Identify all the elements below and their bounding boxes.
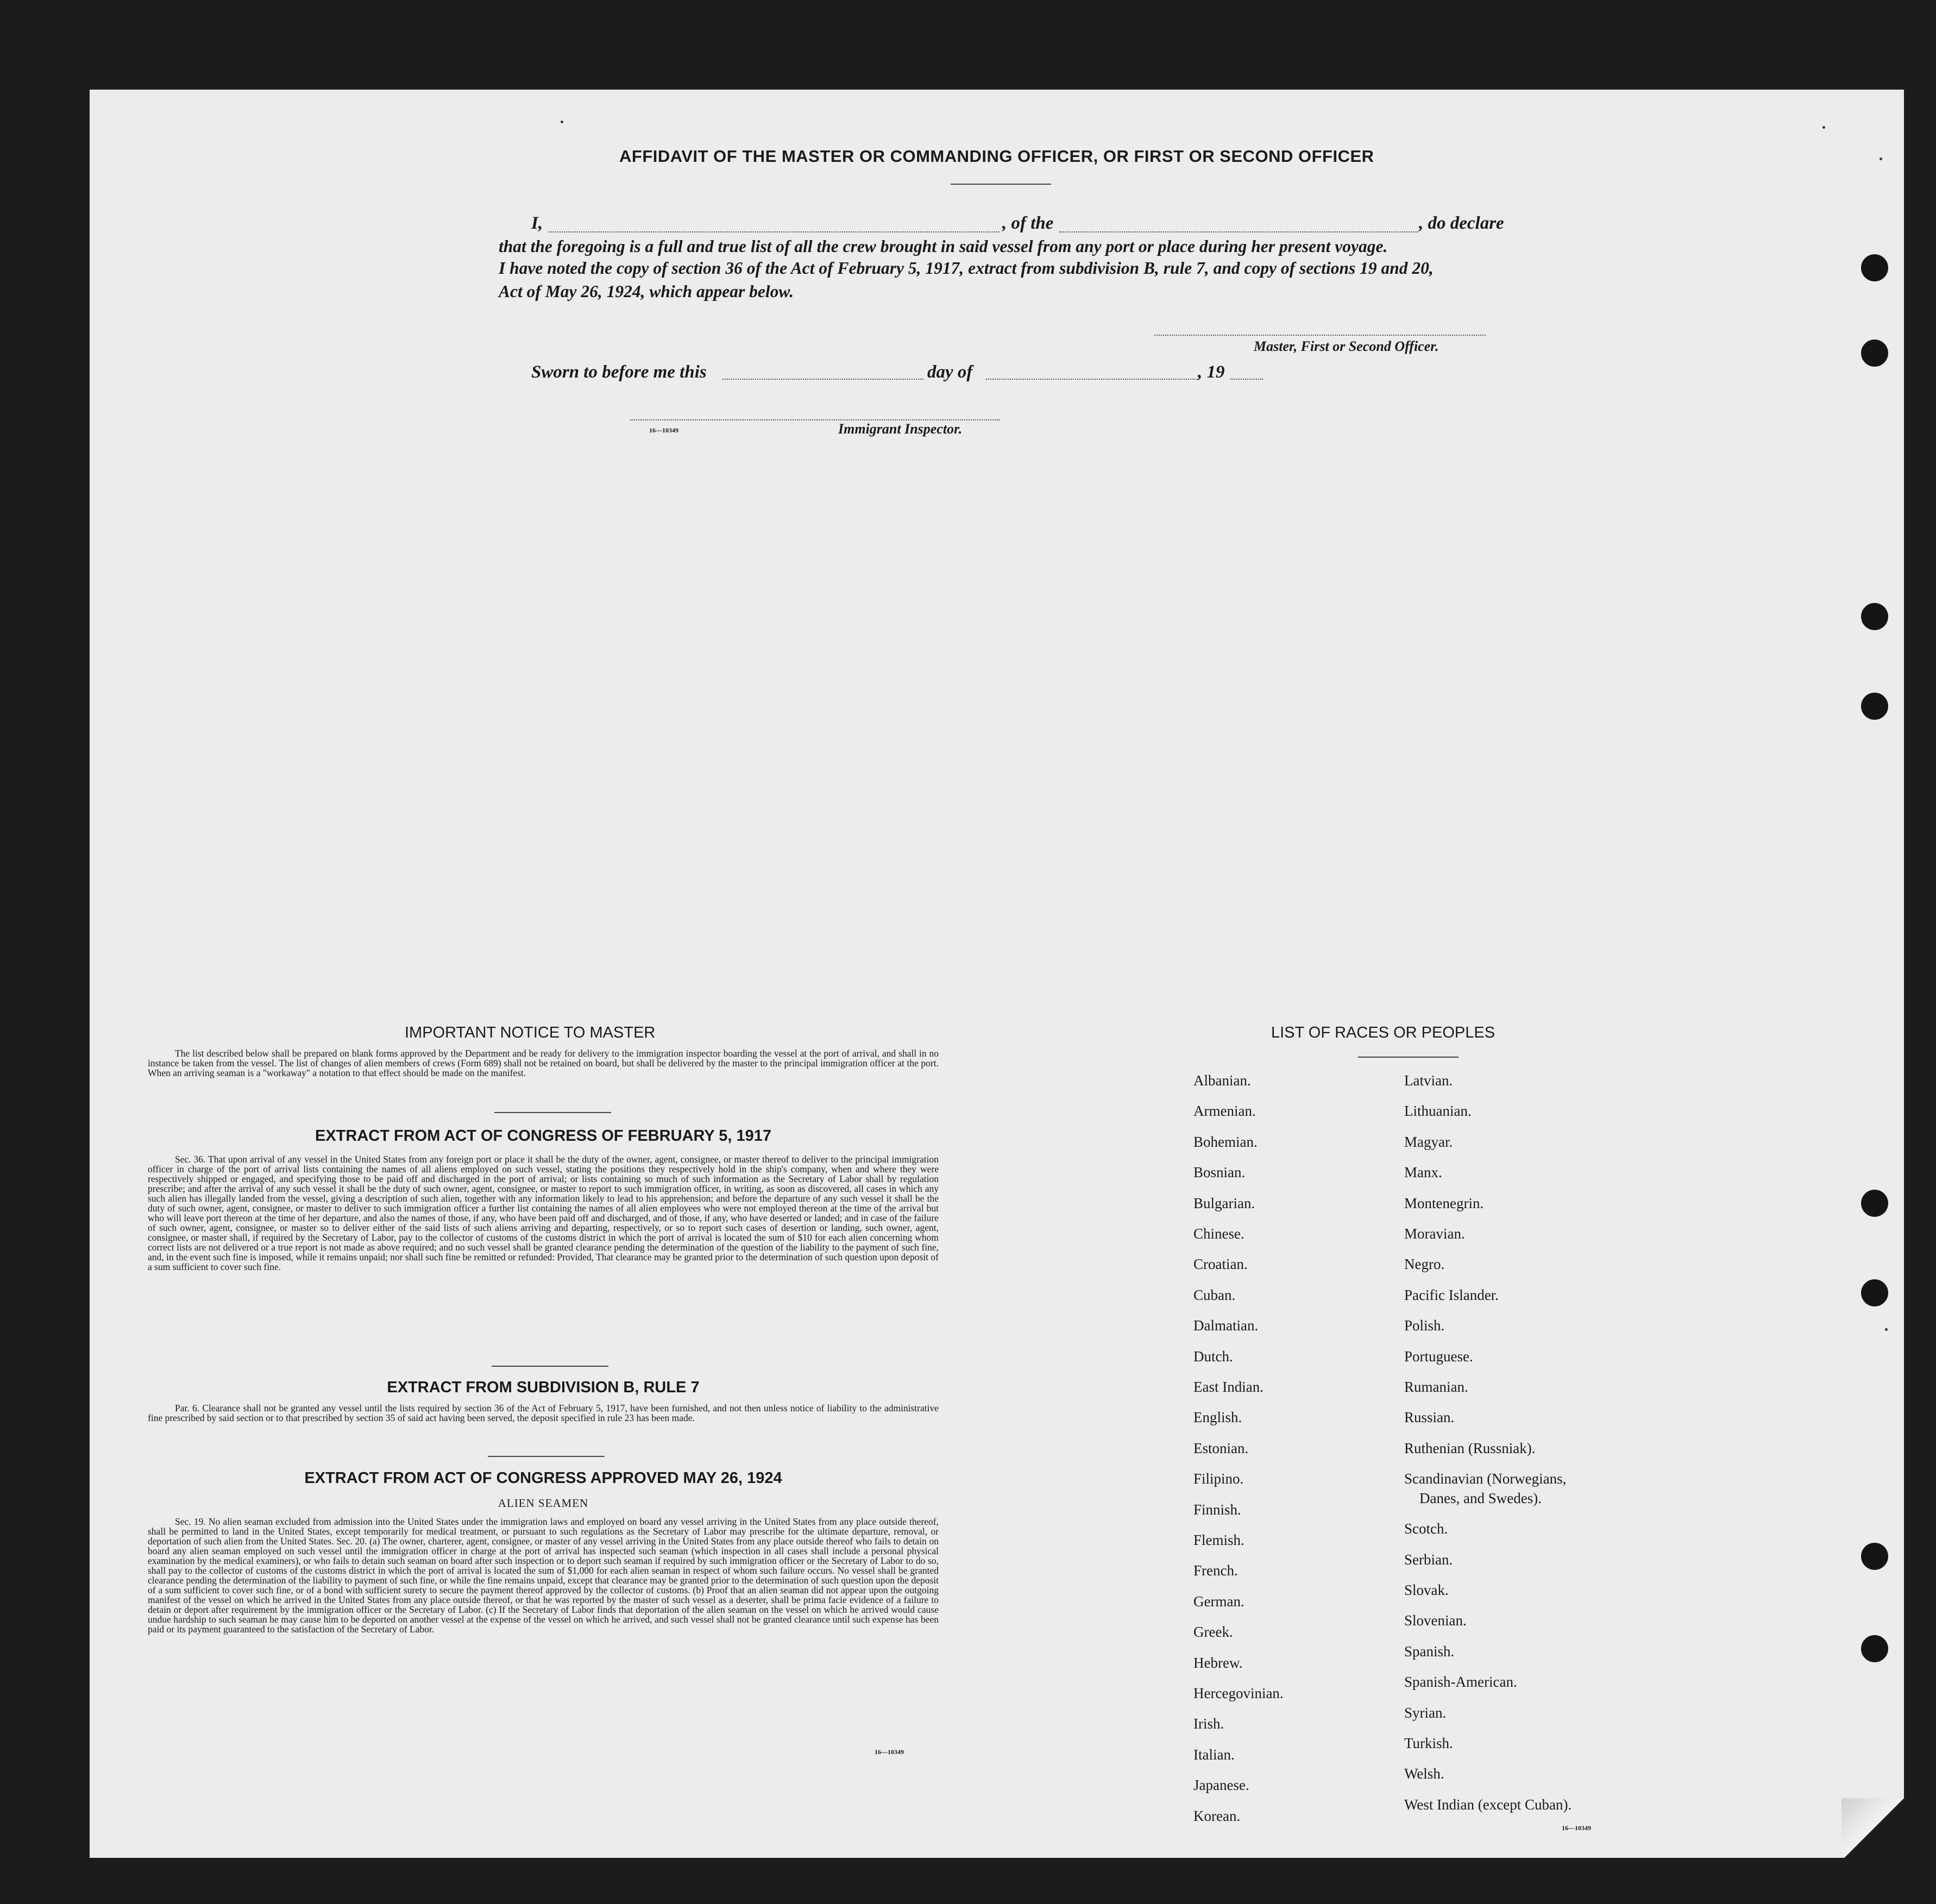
race-item: Turkish.: [1404, 1735, 1453, 1751]
year-field[interactable]: [1230, 379, 1263, 380]
race-item: East Indian.: [1193, 1379, 1264, 1395]
race-item: Dutch.: [1193, 1348, 1233, 1365]
race-item: Dalmatian.: [1193, 1317, 1259, 1334]
affidavit-declare: , do declare: [1419, 213, 1504, 233]
race-item: Bohemian.: [1193, 1133, 1258, 1150]
race-item: Armenian.: [1193, 1103, 1256, 1120]
scan-speck: [1885, 1328, 1888, 1331]
divider: [1358, 1057, 1459, 1058]
race-item: Greek.: [1193, 1624, 1233, 1641]
page-corner-curl: [1841, 1798, 1907, 1858]
race-item: West Indian (except Cuban).: [1404, 1796, 1572, 1813]
race-item: Slovak.: [1404, 1582, 1449, 1598]
binder-hole: [1861, 340, 1888, 367]
race-item: Welsh.: [1404, 1765, 1444, 1782]
race-item: Pacific Islander.: [1404, 1286, 1499, 1303]
divider: [492, 1366, 608, 1367]
race-item: Bulgarian.: [1193, 1195, 1255, 1211]
day-of-text: day of: [927, 362, 973, 382]
race-item: English.: [1193, 1409, 1242, 1426]
form-number: 16—10349: [649, 426, 678, 434]
race-item: German.: [1193, 1593, 1244, 1610]
race-item: Scotch.: [1404, 1520, 1448, 1537]
race-item: Montenegrin.: [1404, 1195, 1484, 1211]
race-item: Korean.: [1193, 1807, 1241, 1824]
alien-seamen-subtitle: ALIEN SEAMEN: [498, 1497, 589, 1510]
race-item: Finnish.: [1193, 1501, 1241, 1518]
races-title: LIST OF RACES OR PEOPLES: [1271, 1024, 1495, 1041]
race-item: Moravian.: [1404, 1226, 1465, 1242]
race-item: French.: [1193, 1562, 1238, 1579]
race-item: Bosnian.: [1193, 1164, 1246, 1181]
race-item: Spanish-American.: [1404, 1674, 1517, 1691]
race-item: Irish.: [1193, 1716, 1224, 1732]
race-item: Chinese.: [1193, 1226, 1244, 1242]
race-item: Serbian.: [1404, 1551, 1453, 1568]
divider: [494, 1112, 611, 1113]
scan-speck: [1822, 126, 1825, 129]
race-item: Magyar.: [1404, 1133, 1453, 1150]
race-item: Portuguese.: [1404, 1348, 1473, 1365]
extract-1917-title: EXTRACT FROM ACT OF CONGRESS OF FEBRUARY 5, 1917: [315, 1127, 772, 1145]
signature-field[interactable]: [1154, 335, 1486, 336]
divider: [488, 1456, 605, 1457]
form-number: 16—10349: [875, 1748, 904, 1756]
vessel-field[interactable]: [1059, 231, 1418, 232]
sworn-day-field[interactable]: [722, 379, 923, 380]
inspector-signature-field[interactable]: [630, 419, 1000, 420]
extract-1917-text: Sec. 36. That upon arrival of any vessel in the United States from any foreign port or place it shall be the duty of the owner, agent, consignee, or master thereof to deliver to the principal immigration officer in charge of the port of arrival lists containing the names of all aliens employed on such vessel, stating the positions they respectively hold in the ship's company, when and where they were respectively shipped or engaged, and specifying those to be paid off and discharged in the port of arrival; or lists containing so much of such information as the Secretary of Labor shall by regulation prescribe; and after the arrival of any such vessel it shall be the duty of such owner, agent, consignee, or master to report to such immigration officer, in writing, as soon as discovered, all cases in which any such alien has illegally landed from the vessel, giving a description of such alien, together with any information likely to lead to his apprehension; and before the departure of any such vessel it shall be the duty of such owner, agent, consignee, or master to deliver to such immigration officer a further list containing the names of all alien employees who were not employed thereon at the time of the arrival but who will leave port thereon at the time of her departure, and also the names of those, if any, who have been paid off and discharged, and of those, if any, who have deserted or landed; and in case of the failure of such owner, agent, consignee, or master so to deliver either of the said lists of such aliens arriving and departing, respectively, or so to report such cases of desertion or landing, such owner, agent, consignee, or master shall, if required by the Secretary of Labor, pay to the collector of customs of the customs district in which the port of arrival is located the sum of $10 for each alien concerning whom correct lists are not delivered or a true report is not made as above required; and no such vessel shall be granted clearance pending the determination of the question of the liability to the payment of such fine, and, in the event such fine is imposed, while it remains unpaid; nor shall such fine be remitted or refunded: Provided, That clearance may be granted prior to the determination of such question upon deposit of a sum sufficient to cover such fine.: [148, 1154, 939, 1272]
scan-speck: [1880, 158, 1882, 160]
race-item: Ruthenian (Russniak).: [1404, 1440, 1536, 1456]
race-item: Albanian.: [1193, 1072, 1251, 1089]
race-item: Spanish.: [1404, 1643, 1455, 1660]
year-text: , 19: [1198, 362, 1225, 382]
extract-rule7-title: EXTRACT FROM SUBDIVISION B, RULE 7: [387, 1379, 700, 1396]
affidavit-line3: I have noted the copy of section 36 of the Act of February 5, 1917, extract from subdivision B, rule 7, and copy of sections 19 and 20,: [499, 259, 1434, 278]
race-item: Flemish.: [1193, 1532, 1244, 1548]
race-item: Manx.: [1404, 1164, 1442, 1181]
affidavit-i: I,: [531, 213, 543, 233]
extract-rule7-text: Par. 6. Clearance shall not be granted any vessel until the lists required by section 36 of the Act of February 5, 1917, have been furnished, and not then unless notice of liability to the administrative fine prescribed by said section or to that prescribed by section 35 of said act having been served, the deposit specified in rule 23 has been made.: [148, 1403, 939, 1423]
race-item: Danes, and Swedes).: [1419, 1490, 1542, 1507]
inspector-label: Immigrant Inspector.: [838, 421, 963, 437]
form-number: 16—10349: [1562, 1824, 1591, 1832]
race-item: Cuban.: [1193, 1286, 1236, 1303]
signature-label: Master, First or Second Officer.: [1254, 338, 1439, 354]
scan-speck: [561, 121, 563, 123]
race-item: Negro.: [1404, 1256, 1445, 1273]
race-item: Filipino.: [1193, 1471, 1244, 1487]
race-item: Estonian.: [1193, 1440, 1249, 1456]
binder-hole: [1861, 693, 1888, 720]
divider: [951, 184, 1051, 185]
race-item: Russian.: [1404, 1409, 1455, 1426]
race-item: Italian.: [1193, 1746, 1235, 1763]
race-item: Syrian.: [1404, 1704, 1447, 1721]
binder-hole: [1861, 254, 1888, 281]
extract-1924-title: EXTRACT FROM ACT OF CONGRESS APPROVED MAY 26, 1924: [304, 1469, 782, 1487]
race-item: Polish.: [1404, 1317, 1445, 1334]
affidavit-line4: Act of May 26, 1924, which appear below.: [499, 282, 794, 301]
notice-title: IMPORTANT NOTICE TO MASTER: [405, 1024, 656, 1041]
binder-hole: [1861, 1279, 1888, 1306]
race-item: Slovenian.: [1404, 1612, 1467, 1629]
name-field[interactable]: [549, 231, 1000, 232]
notice-text: The list described below shall be prepared on blank forms approved by the Department and be ready for delivery to the immigration inspector boarding the vessel at the port of arrival, and shall in no instance be taken from the vessel. The list of changes of alien members of crews (Form 689) shall not be retained on board, but shall be delivered by the master to the principal immigration officer at the port. When an arriving seaman is a "workaway" a notation to that effect should be made on the manifest.: [148, 1048, 939, 1078]
race-item: Latvian.: [1404, 1072, 1453, 1089]
binder-hole: [1861, 1635, 1888, 1662]
race-item: Rumanian.: [1404, 1379, 1468, 1395]
race-item: Hercegovinian.: [1193, 1685, 1284, 1701]
binder-hole: [1861, 1190, 1888, 1217]
race-item: Japanese.: [1193, 1777, 1249, 1794]
sworn-text: Sworn to before me this: [531, 362, 707, 382]
affidavit-of-the: , of the: [1002, 213, 1054, 233]
binder-hole: [1861, 1543, 1888, 1570]
affidavit-title: AFFIDAVIT OF THE MASTER OR COMMANDING OFFICER, OR FIRST OR SECOND OFFICER: [619, 147, 1374, 166]
month-field[interactable]: [986, 379, 1198, 380]
binder-hole: [1861, 603, 1888, 630]
race-item: Scandinavian (Norwegians,: [1404, 1471, 1567, 1487]
affidavit-line2: that the foregoing is a full and true list of all the crew brought in said vessel from any port or place during her present voyage.: [499, 237, 1388, 256]
extract-1924-text: Sec. 19. No alien seaman excluded from admission into the United States under the immigration laws and employed on board any vessel arriving in the United States from any place outside thereof, shall be permitted to land in the United States, except temporarily for medical treatment, or pursuant to such regulations as the Secretary of Labor may prescribe for the ultimate departure, removal, or deportation of such alien from the United States. Sec. 20. (a) The owner, charterer, agent, consignee, or master of any vessel arriving in the United States from any place outside thereof who fails to detain on board any alien seaman employed on such vessel until the immigration officer in charge at the port of arrival has inspected such seaman (which inspection in all cases shall include a personal physical examination by the medical examiners), or who fails to detain such seaman on board after such inspection or to deport such seaman if required by such immigration officer or the Secretary of Labor to do so, shall pay to the collector of customs of the customs district in which the port of arrival is located the sum of $1,000 for each alien seaman in respect of whom such failure occurs. No vessel shall be granted clearance pending the determination of the liability to payment of such fine, or while the fine remains unpaid, except that clearance may be granted prior to the determination of such question upon the deposit of a sum sufficient to cover such fine, or of a bond with sufficient surety to secure the payment thereof approved by the collector of customs. (b) Proof that an alien seaman did not appear upon the outgoing manifest of the vessel on which he arrived in the United States from any place outside thereof, or that he was reported by the master of such vessel as a deserter, shall be prima facie evidence of a failure to detain or deport after requirement by the immigration officer or the Secretary of Labor. (c) If the Secretary of Labor finds that deportation of the alien seaman on the vessel on which he arrived would cause undue hardship to such seaman he may cause him to be deported on another vessel at the expense of the vessel on which he arrived, and such vessel shall not be granted clearance until such expense has been paid or its payment guaranteed to the satisfaction of the Secretary of Labor.: [148, 1516, 939, 1635]
race-item: Hebrew.: [1193, 1654, 1243, 1671]
race-item: Lithuanian.: [1404, 1103, 1472, 1120]
race-item: Croatian.: [1193, 1256, 1248, 1273]
